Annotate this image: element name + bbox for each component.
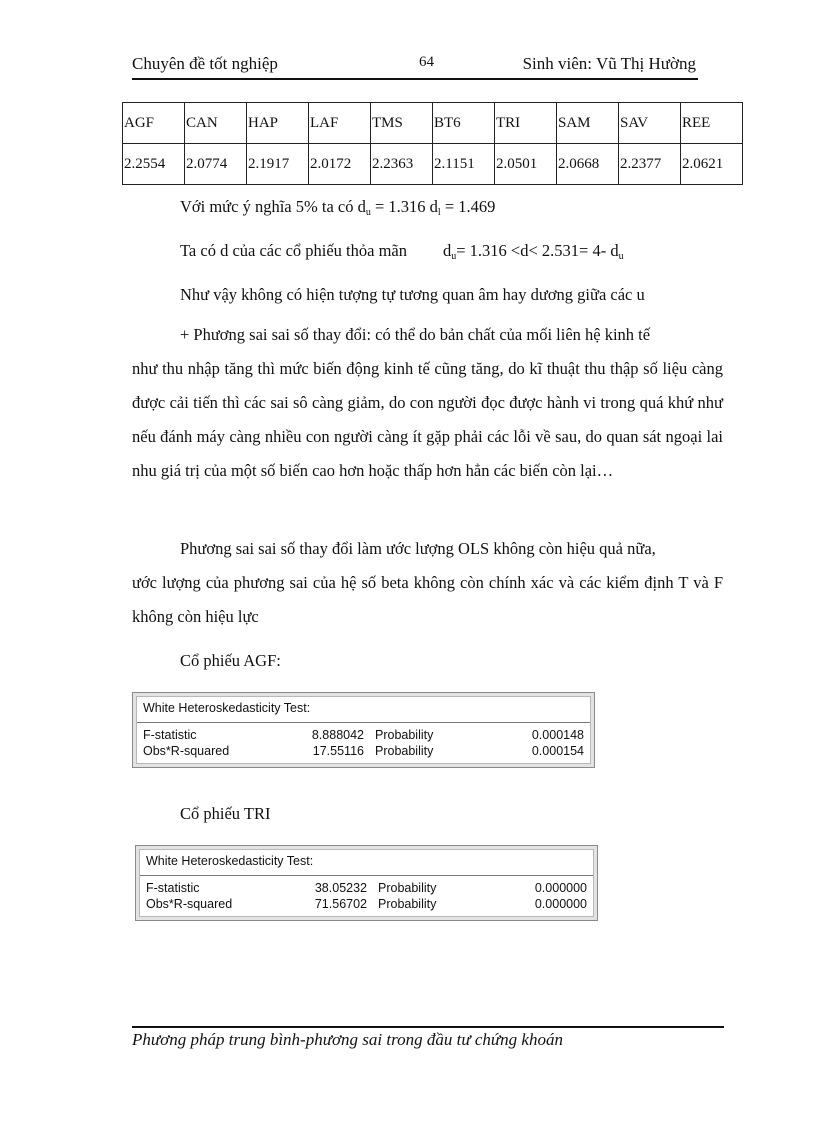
text-span: d [443,241,452,260]
condition-line [180,234,624,274]
table-cell: 2.1151 [433,144,495,185]
subscript: u [451,251,457,262]
test-rows [140,876,593,916]
prob-value: 0.000148 [531,728,584,742]
paragraph-first-line: + Phương sai sai số thay đổi: có thể do bản chất của mối liên hệ kinh tế [180,325,651,344]
table-cell: TMS [371,103,433,144]
paragraph-heteroskedasticity [132,318,723,488]
header-title: Chuyên đề tốt nghiệp [132,54,278,73]
subscript: l [437,207,441,218]
stat-name: Obs*R-squared [146,897,233,911]
table-cell: HAP [247,103,309,144]
table-cell: AGF [123,103,185,144]
table-cell: 2.0501 [495,144,557,185]
stat-name: F-statistic [146,881,200,895]
label-agf: Cổ phiếu AGF: [180,651,281,670]
table-cell: LAF [309,103,371,144]
white-test-agf [132,692,595,768]
test-row [146,897,587,913]
test-row [143,728,584,744]
paragraph-first-line: Phương sai sai số thay đổi làm ước lượng OLS không còn hiệu quả nữa, [180,539,656,558]
test-panel [139,849,594,917]
prob-value: 0.000000 [534,881,587,895]
prob-value: 0.000000 [534,897,587,911]
text-span: = 1.316 <d< 2.531= 4- d [456,241,619,260]
prob-label: Probability [375,728,434,742]
page-footer: Phương pháp trung bình-phương sai trong đầu tư chứng khoán [132,1030,563,1049]
table-cell: 2.0668 [557,144,619,185]
text-span: = 1.316 d [370,197,438,216]
test-rows [137,723,590,763]
stat-value: 38.05232 [314,881,367,895]
paragraph-ols [132,532,723,634]
conclusion-line: Như vậy không có hiện tượng tự tương quan âm hay dương giữa các u [180,285,645,304]
table-cell: SAV [619,103,681,144]
stat-value: 71.56702 [314,897,367,911]
page-number: 64 [419,54,434,70]
table-cell: 2.2363 [371,144,433,185]
prob-label: Probability [378,897,437,911]
test-row [143,744,584,760]
table-cell: CAN [185,103,247,144]
stat-value: 17.55116 [312,744,364,758]
table-row-codes [123,103,743,144]
table-cell: TRI [495,103,557,144]
stat-name: Obs*R-squared [143,744,230,758]
table-cell: 2.2377 [619,144,681,185]
stat-name: F-statistic [143,728,197,742]
test-title: White Heteroskedasticity Test: [140,850,593,876]
stat-value: 8.888042 [311,728,364,742]
text-span: Ta có d của các cổ phiếu thỏa mãn [180,241,407,260]
header-student: Sinh viên: Vũ Thị Hường [522,54,696,73]
table-cell: BT6 [433,103,495,144]
prob-label: Probability [378,881,437,895]
significance-line [180,190,495,230]
table-row-values [123,144,743,185]
white-test-tri [135,845,598,921]
page-header [132,52,698,80]
durbin-watson-table [122,102,743,185]
label-tri: Cổ phiếu TRI [180,804,271,823]
table-cell: 2.0172 [309,144,371,185]
table-cell: 2.1917 [247,144,309,185]
paragraph-body: như thu nhập tăng thì mức biến động kinh tế cũng tăng, do kĩ thuật thu thập số liệu càng được cải tiến thì các sai sô càng giảm, do con người đọc được hành vi trong quá khứ như nếu đánh máy càng nhiều con người càng ít gặp phải các lỗi về sau, do quan sát ngoại lai nhu giá trị của một số biến cao hơn hoặc thấp hơn hẳn các biến còn lại… [132,359,723,480]
table-cell: 2.2554 [123,144,185,185]
table-cell: REE [681,103,743,144]
text-span: = 1.469 [440,197,496,216]
paragraph-body: ước lượng của phương sai của hệ số beta không còn chính xác và các kiểm định T và F không còn hiệu lực [132,573,723,626]
subscript: u [365,207,371,218]
table-cell: 2.0621 [681,144,743,185]
text-span: Với mức ý nghĩa 5% ta có d [180,197,366,216]
test-title: White Heteroskedasticity Test: [137,697,590,723]
test-row [146,881,587,897]
prob-value: 0.000154 [531,744,584,758]
test-panel [136,696,591,764]
table-cell: SAM [557,103,619,144]
subscript: u [618,251,624,262]
table-cell: 2.0774 [185,144,247,185]
prob-label: Probability [375,744,434,758]
footer-divider [132,1026,724,1028]
